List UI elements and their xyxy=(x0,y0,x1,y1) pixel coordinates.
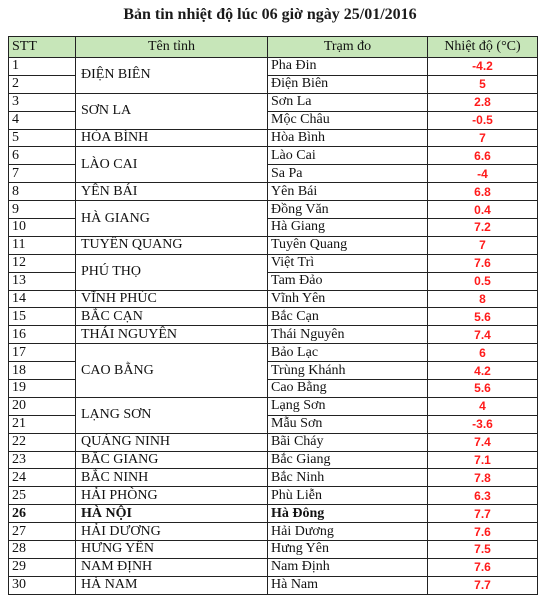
row-temperature: 6 xyxy=(428,344,538,362)
table-row xyxy=(9,93,538,111)
row-stt: 7 xyxy=(9,165,76,183)
row-province: HÀ GIANG xyxy=(76,201,268,237)
row-stt: 1 xyxy=(9,58,76,76)
row-station: Trùng Khánh xyxy=(268,362,428,380)
row-province: BẮC CẠN xyxy=(76,308,268,326)
row-temperature: -0.5 xyxy=(428,111,538,129)
row-temperature: 4.2 xyxy=(428,362,538,380)
row-stt: 4 xyxy=(9,111,76,129)
row-station: Vĩnh Yên xyxy=(268,290,428,308)
row-stt: 25 xyxy=(9,487,76,505)
table-row xyxy=(9,147,538,165)
row-station: Hà Đông xyxy=(268,505,428,523)
row-stt: 20 xyxy=(9,397,76,415)
row-station: Yên Bái xyxy=(268,183,428,201)
row-province: TUYÊN QUANG xyxy=(76,236,268,254)
row-station: Hòa Bình xyxy=(268,129,428,147)
table-row xyxy=(9,254,538,272)
row-station: Mộc Châu xyxy=(268,111,428,129)
row-stt: 21 xyxy=(9,415,76,433)
table-body xyxy=(9,58,538,595)
row-stt: 24 xyxy=(9,469,76,487)
row-province: LÀO CAI xyxy=(76,147,268,183)
row-temperature: 7.2 xyxy=(428,219,538,237)
row-station: Phù Liễn xyxy=(268,487,428,505)
row-province: BẮC NINH xyxy=(76,469,268,487)
row-temperature: 7.4 xyxy=(428,326,538,344)
table-row xyxy=(9,326,538,344)
row-stt: 3 xyxy=(9,93,76,111)
row-temperature: 7.4 xyxy=(428,433,538,451)
row-province: SƠN LA xyxy=(76,93,268,129)
row-stt: 13 xyxy=(9,272,76,290)
row-temperature: -4 xyxy=(428,165,538,183)
row-stt: 6 xyxy=(9,147,76,165)
table-row xyxy=(9,129,538,147)
table-row xyxy=(9,576,538,594)
row-station: Bảo Lạc xyxy=(268,344,428,362)
temperature-table xyxy=(8,36,538,595)
row-temperature: 7.6 xyxy=(428,558,538,576)
table-row xyxy=(9,433,538,451)
table-row xyxy=(9,451,538,469)
row-temperature: -4.2 xyxy=(428,58,538,76)
row-stt: 2 xyxy=(9,75,76,93)
row-temperature: 0.4 xyxy=(428,201,538,219)
row-stt: 5 xyxy=(9,129,76,147)
row-station: Tuyên Quang xyxy=(268,236,428,254)
row-station: Mẫu Sơn xyxy=(268,415,428,433)
row-temperature: 6.3 xyxy=(428,487,538,505)
table-row xyxy=(9,58,538,76)
row-province: HÀ NAM xyxy=(76,576,268,594)
row-temperature: 7.7 xyxy=(428,505,538,523)
row-province: LẠNG SƠN xyxy=(76,397,268,433)
table-row xyxy=(9,487,538,505)
row-stt: 23 xyxy=(9,451,76,469)
table-row xyxy=(9,541,538,559)
row-temperature: 2.8 xyxy=(428,93,538,111)
row-province: QUẢNG NINH xyxy=(76,433,268,451)
row-stt: 26 xyxy=(9,505,76,523)
header-temperature: Nhiệt độ (°C) xyxy=(428,37,538,58)
row-temperature: 8 xyxy=(428,290,538,308)
row-province: HẢI PHÒNG xyxy=(76,487,268,505)
row-temperature: 6.6 xyxy=(428,147,538,165)
row-temperature: 7.7 xyxy=(428,576,538,594)
row-station: Bãi Cháy xyxy=(268,433,428,451)
row-stt: 27 xyxy=(9,523,76,541)
row-stt: 29 xyxy=(9,558,76,576)
table-row xyxy=(9,523,538,541)
row-station: Tam Đảo xyxy=(268,272,428,290)
row-temperature: 5.6 xyxy=(428,380,538,398)
header-station: Trạm đo xyxy=(268,37,428,58)
row-province: HẢI DƯƠNG xyxy=(76,523,268,541)
row-station: Bắc Giang xyxy=(268,451,428,469)
row-station: Hà Nam xyxy=(268,576,428,594)
row-stt: 8 xyxy=(9,183,76,201)
row-temperature: 7 xyxy=(428,129,538,147)
row-province: HÒA BÌNH xyxy=(76,129,268,147)
header-stt: STT xyxy=(9,37,76,58)
row-stt: 9 xyxy=(9,201,76,219)
row-temperature: -3.6 xyxy=(428,415,538,433)
table-row xyxy=(9,236,538,254)
table-row xyxy=(9,505,538,523)
table-row xyxy=(9,183,538,201)
row-stt: 28 xyxy=(9,541,76,559)
row-temperature: 4 xyxy=(428,397,538,415)
row-province: ĐIỆN BIÊN xyxy=(76,58,268,94)
row-province: CAO BẰNG xyxy=(76,344,268,398)
row-province: BẮC GIANG xyxy=(76,451,268,469)
table-row xyxy=(9,469,538,487)
row-stt: 18 xyxy=(9,362,76,380)
row-station: Đồng Văn xyxy=(268,201,428,219)
row-province: PHÚ THỌ xyxy=(76,254,268,290)
table-row xyxy=(9,558,538,576)
row-stt: 19 xyxy=(9,380,76,398)
row-province: VĨNH PHÚC xyxy=(76,290,268,308)
row-stt: 16 xyxy=(9,326,76,344)
row-province: HƯNG YÊN xyxy=(76,541,268,559)
row-temperature: 6.8 xyxy=(428,183,538,201)
row-stt: 17 xyxy=(9,344,76,362)
row-province: NAM ĐỊNH xyxy=(76,558,268,576)
row-stt: 22 xyxy=(9,433,76,451)
row-station: Hà Giang xyxy=(268,219,428,237)
row-station: Lạng Sơn xyxy=(268,397,428,415)
row-province: THÁI NGUYÊN xyxy=(76,326,268,344)
row-station: Hải Dương xyxy=(268,523,428,541)
row-temperature: 7.6 xyxy=(428,254,538,272)
row-temperature: 7.6 xyxy=(428,523,538,541)
row-stt: 30 xyxy=(9,576,76,594)
row-station: Cao Bằng xyxy=(268,380,428,398)
row-stt: 15 xyxy=(9,308,76,326)
table-row xyxy=(9,201,538,219)
row-province: HÀ NỘI xyxy=(76,505,268,523)
table-row xyxy=(9,397,538,415)
row-station: Lào Cai xyxy=(268,147,428,165)
row-station: Sa Pa xyxy=(268,165,428,183)
row-province: YÊN BÁI xyxy=(76,183,268,201)
row-stt: 14 xyxy=(9,290,76,308)
page-title: Bản tin nhiệt độ lúc 06 giờ ngày 25/01/2016 xyxy=(123,6,417,23)
header-province: Tên tỉnh xyxy=(76,37,268,58)
row-temperature: 7 xyxy=(428,236,538,254)
table-row xyxy=(9,290,538,308)
row-station: Việt Trì xyxy=(268,254,428,272)
table-header-row xyxy=(9,37,538,58)
table-row xyxy=(9,344,538,362)
row-station: Sơn La xyxy=(268,93,428,111)
row-temperature: 5.6 xyxy=(428,308,538,326)
row-stt: 12 xyxy=(9,254,76,272)
row-station: Nam Định xyxy=(268,558,428,576)
row-station: Điện Biên xyxy=(268,75,428,93)
row-station: Bắc Ninh xyxy=(268,469,428,487)
table-row xyxy=(9,308,538,326)
row-temperature: 0.5 xyxy=(428,272,538,290)
row-stt: 10 xyxy=(9,219,76,237)
row-station: Bắc Cạn xyxy=(268,308,428,326)
row-station: Pha Đin xyxy=(268,58,428,76)
row-station: Hưng Yên xyxy=(268,541,428,559)
row-temperature: 7.8 xyxy=(428,469,538,487)
row-stt: 11 xyxy=(9,236,76,254)
row-temperature: 7.5 xyxy=(428,541,538,559)
row-temperature: 5 xyxy=(428,75,538,93)
row-temperature: 7.1 xyxy=(428,451,538,469)
row-station: Thái Nguyên xyxy=(268,326,428,344)
